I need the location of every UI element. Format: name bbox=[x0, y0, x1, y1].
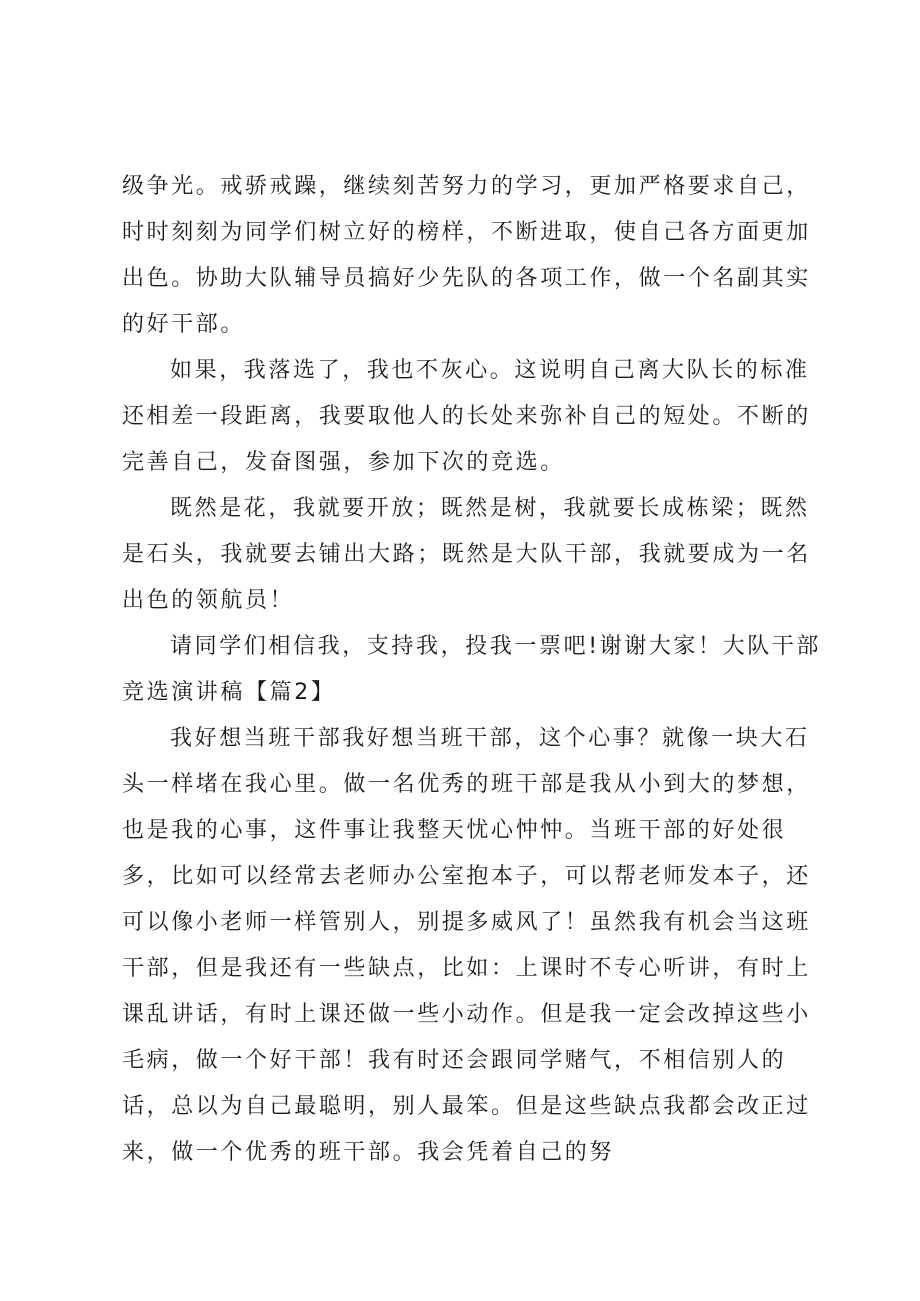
body-text bbox=[122, 164, 834, 1176]
paragraph-if-lose: 如果，我落选了，我也不灰心。这说明自己离大队长的标准还相差一段距离，我要取他人的长处来弥补自己的短处。不断的完善自己，发奋图强，参加下次的竞选。 bbox=[122, 358, 811, 475]
paragraph-continuation: 级争光。戒骄戒躁，继续刻苦努力的学习，更加严格要求自己，时时刻刻为同学们树立好的榜样，不断进取，使自己各方面更加出色。协助大队辅导员搞好少先队的各项工作，做一个名副其实的好干部。 bbox=[122, 174, 811, 337]
paragraph-vote-request: 请同学们相信我，支持我，投我一票吧!谢谢大家！大队干部竞选演讲稿【篇2】 bbox=[122, 634, 822, 705]
paragraph-class-cadre: 我好想当班干部我好想当班干部，这个心事？就像一块大石头一样堵在我心里。做一名优秀的班干部是我从小到大的梦想，也是我的心事，这件事让我整天忧心忡忡。当班干部的好处很多，比如可以经常去老师办公室抱本子，可以帮老师发本子，还可以像小老师一样管别人，别提多威风了！虽然我有机会当这班干部，但是我还有一些缺点，比如：上课时不专心听讲，有时上课乱讲话，有时上课还做一些小动作。但是我一定会改掉这些小毛病，做一个好干部！我有时还会跟同学赌气，不相信别人的话，总以为自己最聪明，别人最笨。但是这些缺点我都会改正过来，做一个优秀的班干部。我会凭着自己的努 bbox=[122, 726, 811, 1165]
paragraph-flower-tree: 既然是花，我就要开放；既然是树，我就要长成栋梁；既然是石头，我就要去铺出大路；既然是大队干部，我就要成为一名出色的领航员！ bbox=[122, 496, 811, 613]
